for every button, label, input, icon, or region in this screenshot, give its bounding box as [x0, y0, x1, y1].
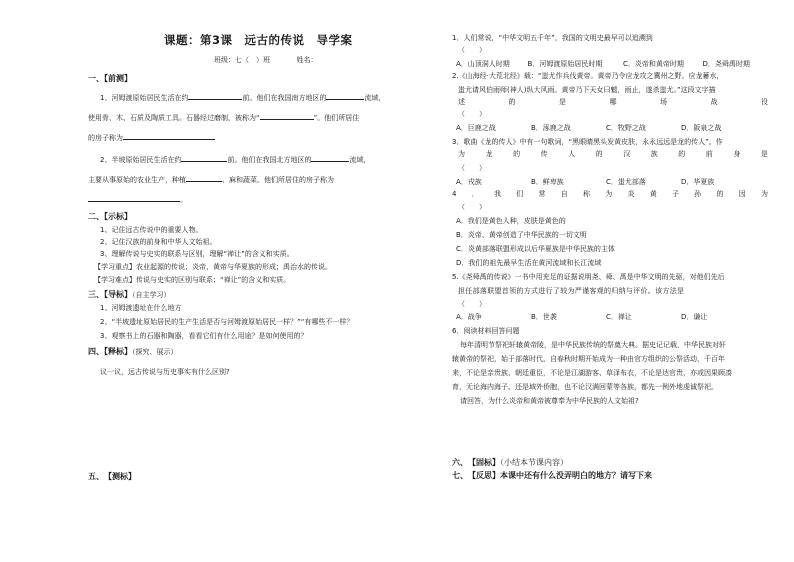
- q3-stem-line2: 为 龙 的 传 人 的 汉 族 的 前 身 是: [458, 150, 768, 158]
- option[interactable]: A．巨鹿之战: [456, 124, 496, 132]
- section-explore-heading: 四、【释标】（探究、展示）: [88, 347, 178, 356]
- page-title: 课题：第3课 远古的传说 导学案: [164, 33, 353, 47]
- student-name-label: 姓名：: [296, 56, 318, 64]
- option[interactable]: C．炎帝和黄帝时期: [622, 60, 684, 68]
- option[interactable]: B．涿鹿之战: [531, 124, 571, 132]
- option[interactable]: B．世袭: [531, 313, 557, 321]
- pretest-q1-line1: 1、河姆渡原始居民生活在约 前。他们在我国南方地区的 流域，: [100, 94, 386, 102]
- explore-question: 议一议，远古传说与历史事实有什么区别?: [100, 368, 230, 376]
- blank[interactable]: [181, 154, 227, 162]
- q3-answer-paren[interactable]: （ ）: [458, 164, 486, 172]
- blank[interactable]: [88, 194, 180, 202]
- q1-options: [456, 60, 774, 69]
- q6-passage-line: 来，不论是亲贵族、朝廷重臣，不论是江湖游客、草泽布衣，不论是达官贵，亦或因果顾凑: [452, 369, 732, 377]
- blank[interactable]: [326, 92, 364, 100]
- option[interactable]: B．鲜卑族: [531, 178, 564, 186]
- option[interactable]: A．山顶洞人时期: [456, 60, 510, 68]
- pretest-q1-line2: 使用骨、木、石质及陶质工具。石器经过磨制，被称为“ ”。他们所居住: [88, 114, 360, 122]
- q3-stem-line1: 3．歌曲《龙的传人》中有一句歌词，“黑眼睛黑头发黄皮肤，永永远远是龙的传人”。作: [452, 138, 723, 146]
- pretest-q1-line3: 的房子称为: [88, 132, 215, 143]
- q4-option[interactable]: B．炎帝、黄帝创造了中华民族的一切文明: [456, 231, 587, 239]
- option[interactable]: C．禅让: [606, 313, 632, 321]
- guide-item: 3、观察书上的石器和陶器，看看它们有什么用途？是如何使用的？: [100, 332, 308, 340]
- guide-item: 1、河姆渡遗址在什么地方: [100, 304, 182, 312]
- section-consolidate-heading: 六、 【固标】（小结本节课内容）: [452, 458, 568, 467]
- q5-options: [456, 313, 756, 322]
- class-label: 班级：七（ ）班: [214, 56, 270, 64]
- option[interactable]: C．牧野之战: [606, 124, 646, 132]
- option[interactable]: D．阪泉之战: [681, 124, 722, 132]
- q4-option[interactable]: D．我们的祖先最早生活在黄河流域和长江流域: [456, 259, 602, 267]
- guide-item: 2、“半坡遗址原始居民的生产生活是否与河姆渡原始居民一样？”“有哪些不一样？: [100, 318, 354, 326]
- option[interactable]: D．谦让: [681, 313, 708, 321]
- q4-stem: 4 ． 我 们 常 自 称 为 炎 黄 子 孙 的 因 为: [452, 190, 768, 198]
- q2-answer-paren[interactable]: （ ）: [458, 110, 486, 118]
- q3-options: [456, 178, 756, 187]
- blank[interactable]: [123, 132, 215, 140]
- q5-stem-line1: 5.《尧舜禹的传说》一书中用充足的证据说明尧、舜、禹是中华文明的先驱，对他们先后: [452, 273, 725, 281]
- section-reflect-heading: 七、 【反思】本课中还有什么没弄明白的地方？请写下来: [452, 471, 652, 480]
- blank[interactable]: [260, 112, 314, 120]
- option[interactable]: D．华夏族: [681, 178, 715, 186]
- section-goals-heading: 二、【示标】: [88, 212, 132, 221]
- q2-stem-line3: 述 的 是 哪 场 战 役: [458, 98, 768, 106]
- option[interactable]: D．尧舜禹时期: [702, 60, 750, 68]
- q5-answer-paren[interactable]: （ ）: [458, 300, 486, 308]
- q2-options: [456, 124, 756, 133]
- q6-passage-line: 每年清明节祭祀轩辕黄帝陵，是中华民族传统的祭奠大典。据史记记载，中华民族对轩: [460, 341, 726, 349]
- q6-passage-line: 育，无论海内海子、还是域外侨胞，也不论汉满回蒙等各族，都先一例外地虔诚祭祀。: [452, 383, 718, 391]
- q2-stem-line1: 2.《山海经·大荒北经》载：“蚩尤作兵伐黄帝。黄帝乃令应龙攻之冀州之野。应龙蓄水，: [452, 72, 724, 80]
- q1-answer-paren[interactable]: （ ）: [458, 46, 486, 54]
- option[interactable]: B．河姆渡原始居民时期: [527, 60, 603, 68]
- pretest-q2-line2: 主要从事原始的农业生产，种植 、麻和蔬菜。他们所居住的房子称为: [88, 176, 334, 184]
- q6-question: 请回答，为什么炎帝和黄帝被尊奉为中华民族的人文始祖?: [460, 397, 639, 405]
- pretest-q2-line1: 2、半坡原始居民生活在约 前。他们在我国北方地区的 流域，: [100, 156, 371, 164]
- difficult-points: 【学习难点】传说与史实的区别与联系；“禅让”的含义和实质。: [94, 276, 291, 284]
- q6-passage-line: 辕黄帝的祭祀，始于部落时代，自春秋时期开始成为一种由官方组织的公祭活动，千百年: [452, 355, 725, 363]
- q4-option[interactable]: A．我们是黄色人种，皮肤是黄色的: [456, 217, 566, 225]
- blank[interactable]: [188, 92, 242, 100]
- option[interactable]: A．戎族: [456, 178, 482, 186]
- pretest-q2-line3: 。: [88, 194, 187, 205]
- key-points: 【学习重点】农业起源的传说；炎帝、黄帝与华夏族的形成；禹治水的传说。: [94, 263, 332, 271]
- q6-heading: 6．阅读材料回答问题: [452, 327, 520, 335]
- class-line: [214, 56, 317, 65]
- section-guide-heading: 三、【导标】（自主学习）: [88, 290, 171, 299]
- q2-stem-line2: 蚩尤请风伯雨师(神人)纵大风雨。黄帝乃下天女曰魃，雨止，遂杀蚩尤。”这段文字描: [458, 86, 716, 94]
- q1-stem: 1．人们常说，“中华文明五千年”，我国的文明史最早可以追溯到: [452, 34, 653, 42]
- q5-stem-line2: 担任部落联盟首领的方式进行了较为严谨客观的归纳与评价。该方法是: [458, 287, 685, 295]
- section-test-heading: 五、 【测标】: [88, 472, 136, 481]
- q4-option[interactable]: C．炎黄部落联盟形成以后华夏族是中华民族的主体: [456, 245, 615, 253]
- option[interactable]: A．战争: [456, 313, 482, 321]
- blank[interactable]: [311, 154, 349, 162]
- goal-item: 2、记住汉族的前身和中华人文始祖。: [100, 238, 217, 246]
- section-pretest-heading: 一、【前测】: [88, 74, 132, 83]
- goal-item: 3、理解传说与史实的联系与区别，理解“禅让”的含义和实质。: [100, 250, 294, 258]
- blank[interactable]: [186, 174, 222, 182]
- q4-answer-paren[interactable]: （ ）: [458, 203, 486, 211]
- goal-item: 1、记住远古传说中的重要人物。: [100, 226, 203, 234]
- option[interactable]: C．蚩尤部落: [606, 178, 646, 186]
